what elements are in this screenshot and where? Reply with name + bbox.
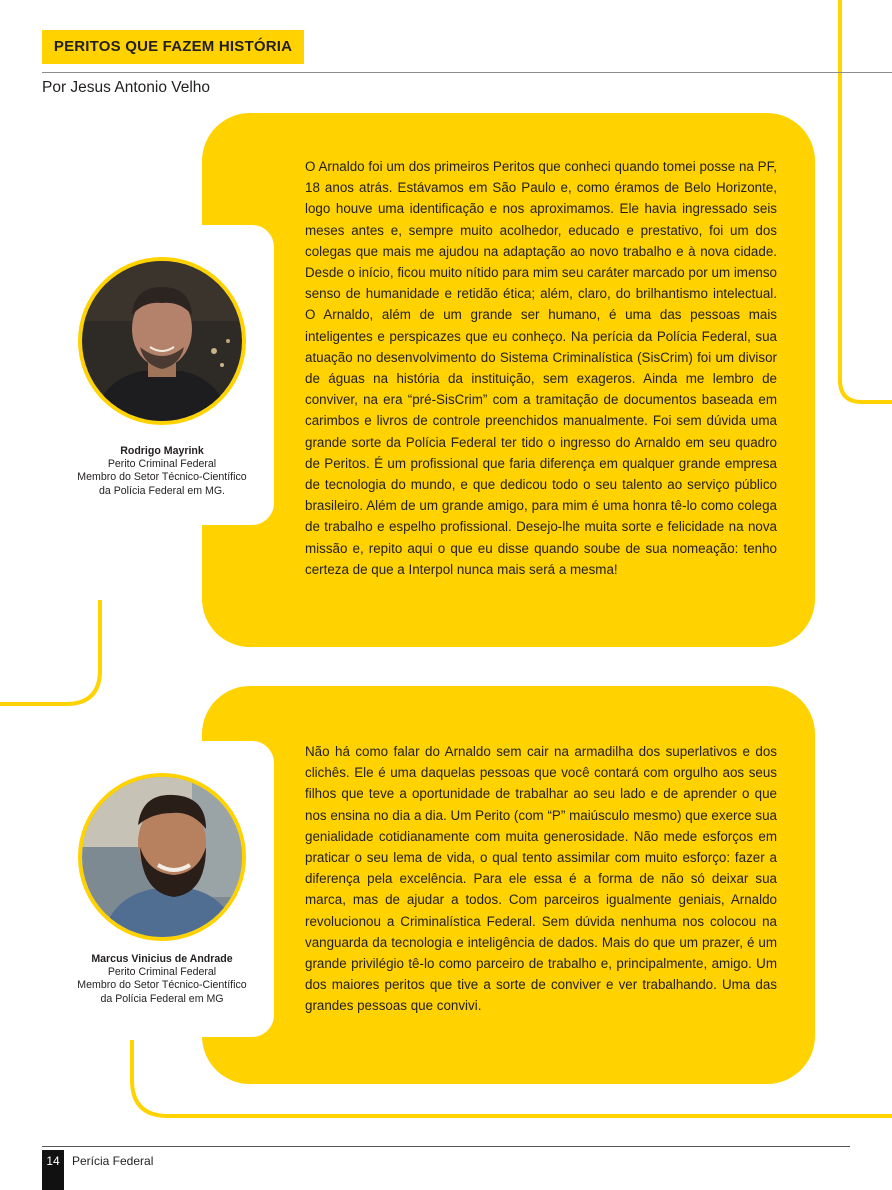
footer-divider xyxy=(42,1146,850,1147)
portrait-illustration xyxy=(82,777,242,937)
author-org-line: da Polícia Federal em MG xyxy=(100,992,224,1005)
header-divider xyxy=(42,72,892,73)
author-org-line: da Polícia Federal em MG. xyxy=(99,484,225,497)
testimonial-2-text: Não há como falar do Arnaldo sem cair na armadilha dos superlativos e dos clichês. Ele é uma daquelas pessoas que você contará com orgulho aos seus filhos que teve a oportunidade de trabalhar ao seu lado e de aprender o que nos ensina no dia a dia. Um Perito (com “P” maiúsculo mesmo) que exerce sua genialidade cotidianamente com muita generosidade. Não mede esforços em praticar o seu lema de vida, o qual tento assimilar com muito esforço: fazer a diferença pela excelência. Para ele essa é a forma de não só deixar sua marca, mas de ajudar a todos. Com parceiros igualmente geniais, Arnaldo revolucionou a Criminalística Federal. Sem dúvida nenhuma nos colocou na vanguarda da tecnologia e inteligência de dados. Mais do que um prazer, é um grande privilégio tê-lo como parceiro de trabalho e, principalmente, amigo. Um dos maiores peritos que tive a sorte de conviver e ver trabalhando. Uma das grandes pessoas que convivi. xyxy=(305,744,777,1014)
author-role: Perito Criminal Federal xyxy=(107,966,217,979)
magazine-name: Perícia Federal xyxy=(72,1154,154,1168)
connector-line-middle-left xyxy=(0,600,100,704)
author-role: Perito Criminal Federal xyxy=(107,458,217,471)
author-org-line: Membro do Setor Técnico-Científico xyxy=(77,471,247,484)
author-caption-1 xyxy=(50,445,274,498)
author-name: Marcus Vinicius de Andrade xyxy=(91,953,233,965)
portrait-illustration xyxy=(82,261,242,421)
testimonial-1-text: O Arnaldo foi um dos primeiros Peritos que conheci quando tomei posse na PF, 18 anos atrás. Estávamos em São Paulo e, como éramos de Belo Horizonte, logo houve uma identificação e nos aproximamos. Ele havia ingressado seis meses antes e, sempre muito acolhedor, educado e prestativo, foi um dos colegas que mais me ajudou na adaptação ao novo trabalho e à nova cidade. Desde o início, ficou muito nítido para mim seu caráter marcado por um imenso senso de humanidade e retidão ética; além, claro, do brilhantismo intelectual. O Arnaldo, além de um grande ser humano, é uma das pessoas mais inteligentes e perspicazes que eu conheço. Na perícia da Polícia Federal, sua atuação no desenvolvimento do Sistema Criminalística (SisCrim) foi um divisor de águas na história da instituição, sem exageros. Ainda me lembro de conviver, na era “pré-SisCrim” com a tramitação de documentos baseada em carimbos e livros de controle preenchidos manualmente. Foi sem dúvida uma grande sorte da Polícia Federal ter tido o ingresso do Arnaldo em seu quadro de Peritos. É um profissional que faria diferença em qualquer grande empresa de tecnologia do mundo, e que dedicou todo o seu talento ao serviço público brasileiro. Além de um grande amigo, para mim é uma honra tê-lo como colega de trabalho e espelho profissional. Desejo-lhe muita sorte e felicidade na nova missão e, repito aqui o que eu disse quando soube de sua nomeação: tenho certeza de que a Interpol nunca mais será a mesma! xyxy=(305,159,777,577)
author-caption-2 xyxy=(50,953,274,1006)
author-name: Rodrigo Mayrink xyxy=(120,445,204,457)
author-org-line: Membro do Setor Técnico-Científico xyxy=(77,979,247,992)
byline: Por Jesus Antonio Velho xyxy=(42,79,211,96)
page-number: 14 xyxy=(42,1150,64,1190)
section-tag: PERITOS QUE FAZEM HISTÓRIA xyxy=(42,30,304,64)
connector-line-top-right xyxy=(840,0,892,402)
author-photo-marcus-vinicius-de-andrade xyxy=(78,773,246,941)
author-photo-rodrigo-mayrink xyxy=(78,257,246,425)
